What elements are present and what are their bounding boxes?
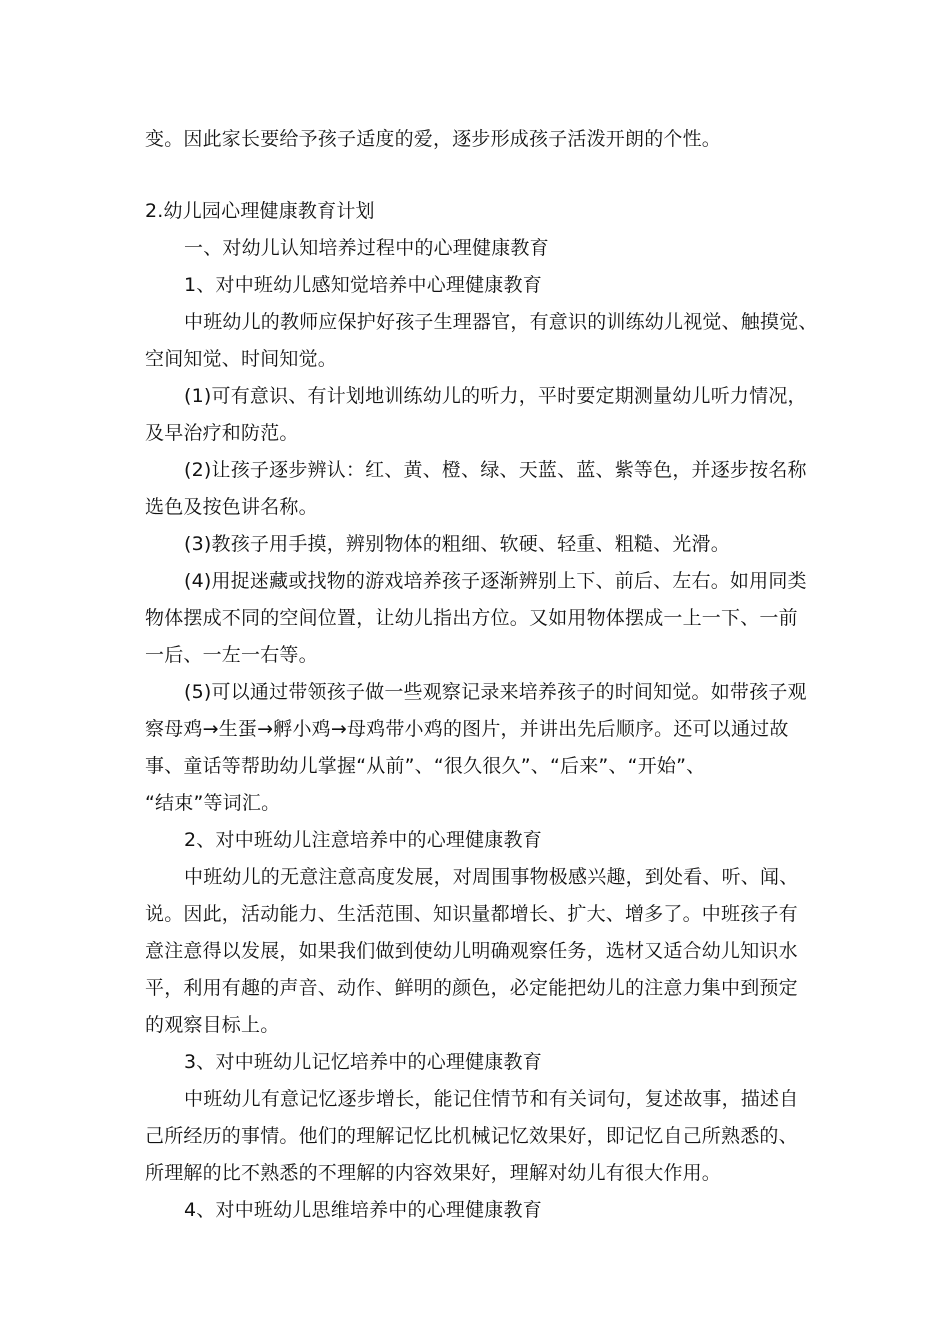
text-line: 一后、一左一右等。: [145, 644, 318, 666]
text-line: 察母鸡→生蛋→孵小鸡→母鸡带小鸡的图片，并讲出先后顺序。还可以通过故: [145, 718, 789, 740]
text-line: 说。因此，活动能力、生活范围、知识量都增长、扩大、增多了。中班孩子有: [145, 903, 798, 925]
text-line: 中班幼儿的无意注意高度发展，对周围事物极感兴趣，到处看、听、闻、: [184, 866, 799, 888]
text-line: 物体摆成不同的空间位置，让幼儿指出方位。又如用物体摆成一上一下、一前: [145, 607, 798, 629]
text-line: 事、童话等帮助幼儿掌握“从前”、“很久很久”、“后来”、“开始”、: [145, 755, 706, 777]
text-line: (2)让孩子逐步辨认：红、黄、橙、绿、天蓝、蓝、紫等色，并逐步按名称: [184, 459, 807, 481]
text-line: 的观察目标上。: [145, 1014, 280, 1036]
text-line: (5)可以通过带领孩子做一些观察记录来培养孩子的时间知觉。如带孩子观: [184, 681, 807, 703]
text-line: 选色及按色讲名称。: [145, 496, 318, 518]
subsection-heading: 3、对中班幼儿记忆培养中的心理健康教育: [184, 1051, 542, 1073]
text-line: 变。因此家长要给予孩子适度的爱，逐步形成孩子活泼开朗的个性。: [145, 128, 722, 150]
text-line: 中班幼儿有意记忆逐步增长，能记住情节和有关词句，复述故事，描述自: [184, 1088, 799, 1110]
text-line: 平，利用有趣的声音、动作、鲜明的颜色，必定能把幼儿的注意力集中到预定: [145, 977, 798, 999]
text-line: 空间知觉、时间知觉。: [145, 348, 338, 370]
text-line: 中班幼儿的教师应保护好孩子生理器官，有意识的训练幼儿视觉、触摸觉、: [184, 311, 818, 333]
text-line: “结束”等词汇。: [145, 792, 281, 814]
subsection-heading: 4、对中班幼儿思维培养中的心理健康教育: [184, 1199, 542, 1221]
subsection-heading: 1、对中班幼儿感知觉培养中心理健康教育: [184, 274, 542, 296]
subsection-heading: 2、对中班幼儿注意培养中的心理健康教育: [184, 829, 542, 851]
text-line: 意注意得以发展，如果我们做到使幼儿明确观察任务，选材又适合幼儿知识水: [145, 940, 798, 962]
text-line: 所理解的比不熟悉的不理解的内容效果好，理解对幼儿有很大作用。: [145, 1162, 722, 1184]
text-line: (3)教孩子用手摸，辨别物体的粗细、软硬、轻重、粗糙、光滑。: [184, 533, 730, 555]
text-line: 及早治疗和防范。: [145, 422, 299, 444]
section-heading: 2.幼儿园心理健康教育计划: [145, 200, 375, 222]
text-line: (1)可有意识、有计划地训练幼儿的听力，平时要定期测量幼儿听力情况，: [184, 385, 807, 407]
text-line: (4)用捉迷藏或找物的游戏培养孩子逐渐辨别上下、前后、左右。如用同类: [184, 570, 807, 592]
text-line: 己所经历的事情。他们的理解记忆比机械记忆效果好，即记忆自己所熟悉的、: [145, 1125, 798, 1147]
subsection-heading: 一、对幼儿认知培养过程中的心理健康教育: [184, 237, 549, 259]
